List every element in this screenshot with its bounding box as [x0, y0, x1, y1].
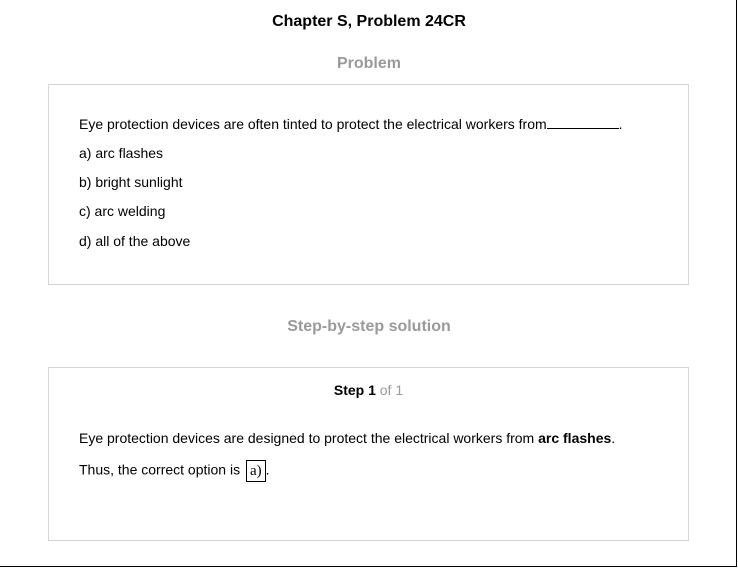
solution-line-1 — [79, 429, 615, 447]
option-d: d) all of the above — [79, 233, 191, 249]
solution-line-1-prefix: Eye protection devices are designed to protect the electrical workers from — [79, 430, 539, 446]
step-count: of 1 — [379, 382, 404, 398]
step-header — [49, 381, 688, 399]
question-end: . — [618, 116, 623, 132]
answer-blank — [547, 115, 619, 129]
question-text — [79, 115, 623, 133]
problem-heading: Problem — [336, 55, 401, 72]
solution-heading: Step-by-step solution — [287, 318, 451, 335]
solution-line-1-suffix: . — [611, 430, 616, 446]
problem-box — [48, 84, 689, 285]
solution-line-2 — [79, 460, 270, 482]
option-c: c) arc welding — [79, 203, 166, 219]
solution-line-1-bold: arc flashes — [538, 430, 612, 446]
step-label: Step 1 — [333, 382, 376, 398]
solution-line-2-prefix: Thus, the correct option is — [79, 461, 244, 478]
page-title: Chapter S, Problem 24CR — [272, 13, 466, 30]
question-label: Eye protection devices are often tinted to protect the electrical workers from — [79, 116, 547, 132]
solution-box — [48, 367, 689, 541]
option-b: b) bright sunlight — [79, 174, 183, 190]
answer-box: a) — [246, 460, 266, 482]
option-a: a) arc flashes — [79, 145, 164, 161]
solution-line-2-suffix: . — [265, 461, 270, 478]
